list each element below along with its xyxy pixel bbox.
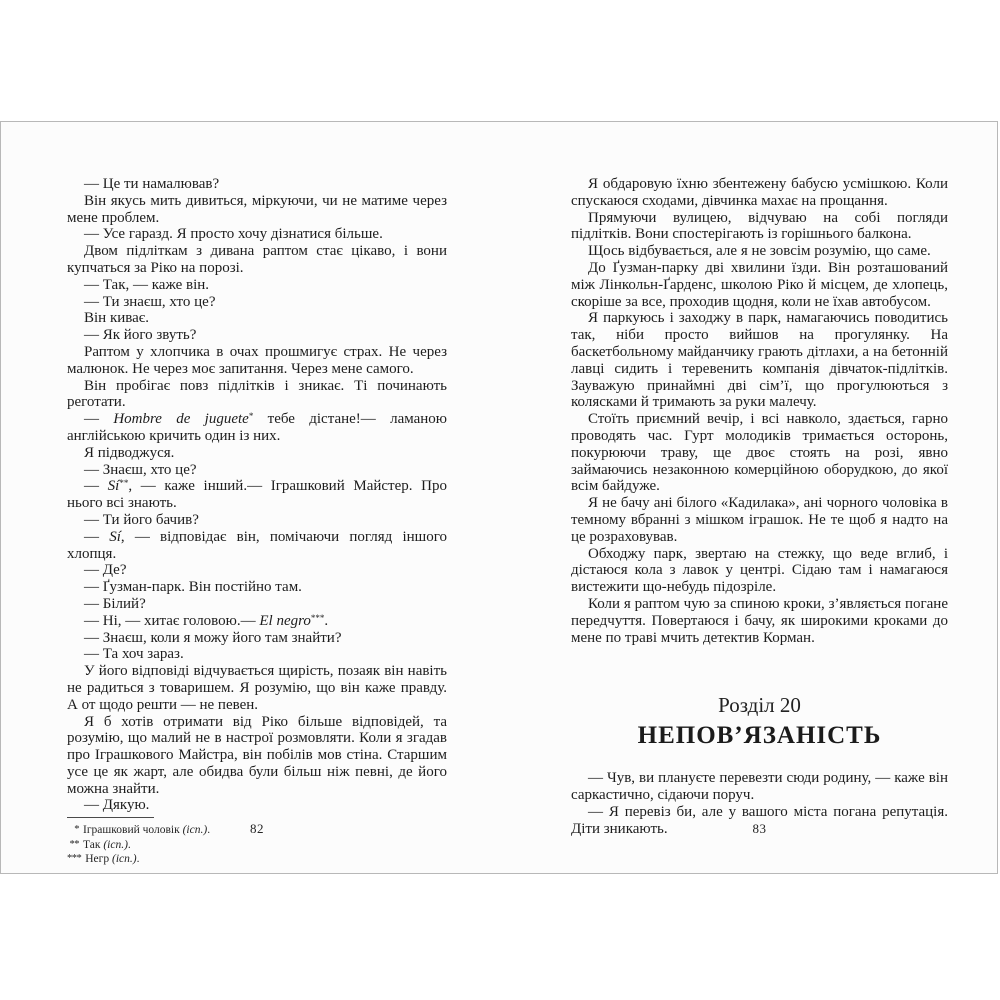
text-segment: — Ти його бачив? [84, 511, 199, 528]
chapter-heading [571, 693, 948, 751]
text-segment: Стоїть приємний вечір, і всі навколо, здається, гарно проводять час. Гурт молодиків тримається осторонь, покурюючи траву, ще двоє стоять на розі, явно займаючись незаконною комерційною оборудкою, до якої всім байдуже. [571, 411, 948, 495]
paragraph [67, 378, 447, 412]
text-segment: Двом підліткам з дивана раптом стає цікаво, і вони купчаться за Ріко на порозі. [67, 243, 447, 276]
paragraph [67, 226, 447, 243]
text-segment: (ісп.) [103, 838, 128, 851]
paragraph [67, 613, 447, 630]
paragraph [571, 260, 948, 310]
left-page-column [67, 176, 447, 867]
text-segment: — Так, — каже він. [84, 276, 210, 293]
chapter-title: НЕПОВ’ЯЗАНІСТЬ [637, 722, 882, 750]
paragraph [67, 714, 447, 798]
text-segment: Коли я раптом чую за спиною кроки, з’являється погане передчуття. Повертаюся і бачу, як широкими кроками до мене по траві мчить детектив Корман. [571, 595, 948, 646]
text-segment: — Де? [84, 562, 127, 579]
text-segment: — [84, 411, 114, 428]
paragraph [67, 462, 447, 479]
text-segment: тебе дістане!— ламаною англійською кричить один із них. [67, 411, 448, 444]
text-segment: . [127, 838, 131, 851]
right-page-body-before-heading [571, 176, 948, 646]
footnote-marker: *** [67, 853, 82, 865]
text-segment: Я паркуюсь і заходжу в парк, намагаючись поводитись так, ніби просто вийшов на прогулянку. На баскетбольному майданчику грають дітлахи, а на бетонній лавці сидить і теревенить компанія дівчаток-підлітків. Зауважую принаймні дві сім’ї, що прогулюються з колясками й тримають за руки малечу. [571, 310, 948, 411]
text-segment: Sí [109, 528, 121, 545]
text-segment: Іграшковий чоловік [83, 824, 183, 837]
text-segment: До Ґузман-парку дві хвилини їзди. Він розташований між Лінкольн-Ґарденс, школою Ріко й місцем, де хлопець, скоріше за все, проходив щодня, коли не їхав автобусом. [571, 259, 948, 310]
footnote-text [85, 852, 447, 867]
page-number-left: 82 [250, 821, 264, 836]
footnote [67, 838, 447, 853]
paragraph [571, 310, 948, 411]
text-segment: Він киває. [84, 310, 149, 327]
paragraph [67, 277, 447, 294]
right-page-column [571, 176, 948, 838]
paragraph [67, 797, 447, 814]
text-segment: Негр [85, 853, 113, 866]
text-segment: Я не бачу ані білого «Кадилака», ані чорного чоловіка в темному вбранні з мішком іграшок. Не те щоб я надто на це розраховував. [571, 495, 948, 545]
text-segment: — Та хоч зараз. [84, 646, 184, 663]
footnote-marker: * [74, 824, 79, 836]
text-segment: — [84, 528, 110, 545]
text-segment: Так [83, 838, 104, 851]
chapter-kicker: Розділ 20 [718, 693, 801, 718]
paragraph [571, 770, 948, 804]
text-segment: У його відповіді відчувається щирість, позаяк він навіть не радиться з товаришем. Я розумію, що він каже правду. А от щодо решти — не певен. [67, 663, 447, 713]
paragraph [67, 243, 447, 277]
text-segment: — Ґузман-парк. Він постійно там. [84, 579, 302, 596]
page-number-right: 83 [752, 821, 767, 836]
text-segment: Прямуючи вулицею, відчуваю на собі погляди підлітків. Вони спостерігають із горішнього балкона. [571, 209, 948, 243]
text-segment: . [136, 853, 140, 866]
text-segment: — Це ти намалював? [84, 176, 220, 192]
paragraph [67, 445, 447, 462]
paragraph [67, 478, 447, 512]
text-segment: — Чув, ви плануєте перевезти сюди родину, — каже він саркастично, сідаючи поруч. [571, 770, 948, 804]
text-segment: Обходжу парк, звертаю на стежку, що веде вглиб, і дістаюся кола з лавок у центрі. Сідаю там і намагаюся вистежити що-небудь підозріле. [571, 545, 948, 596]
text-segment: Він якусь мить дивиться, міркуючи, чи не матиме через мене проблем. [67, 192, 447, 226]
paragraph [571, 546, 948, 596]
text-segment: (ісп.) [182, 824, 208, 837]
paragraph [571, 210, 948, 244]
paragraph [67, 663, 447, 713]
paragraph [67, 630, 447, 647]
text-segment: — Ні, — хитає головою.— [84, 612, 260, 629]
text-segment: — Білий? [84, 595, 146, 612]
paragraph [67, 562, 447, 579]
footnote-marker: ** [69, 838, 79, 850]
paragraph [571, 411, 948, 495]
text-segment: Він пробігає повз підлітків і зникає. Ті починають реготати. [67, 377, 447, 411]
left-page-body [67, 176, 447, 814]
text-segment: Sí [107, 478, 120, 495]
text-segment: , — каже інший.— Іграшковий Майстер. Про нього всі знають. [67, 478, 447, 512]
text-segment: . [324, 612, 329, 629]
text-segment: Щось відбувається, але я не зовсім розумію, що саме. [588, 243, 931, 260]
text-segment: . [207, 824, 211, 837]
footnote-reference-marker: *** [310, 612, 325, 623]
paragraph [67, 529, 447, 563]
text-segment: — Дякую. [84, 797, 150, 814]
text-segment: — [84, 478, 108, 495]
paragraph [67, 327, 447, 344]
paragraph [67, 646, 447, 663]
text-segment: El negro [259, 612, 311, 629]
text-segment: Я б хотів отримати від Ріко більше відповідей, та розумію, що малий не в настрої розмовляти. Коли я згадав про Іграшкового Майстра, він побілів мов стіна. Старшим усе це як жарт, але обидва були більш ніж певні, де його можна знайти. [67, 713, 447, 797]
paragraph [67, 344, 447, 378]
text-segment: Hombre de juguete [113, 411, 249, 428]
paragraph [67, 512, 447, 529]
footnote-text [83, 838, 447, 853]
text-segment: — Я перевіз би, але у вашого міста погана репутація. Діти зникають. [571, 803, 948, 837]
text-segment: (ісп.) [112, 853, 137, 866]
text-segment: — Ти знаєш, хто це? [84, 293, 216, 310]
paragraph [67, 579, 447, 596]
paragraph [67, 176, 447, 193]
footnote-reference-marker: * [248, 411, 254, 422]
text-segment: , — відповідає він, помічаючи погляд іншого хлопця. [67, 528, 447, 562]
text-segment: Раптом у хлопчика в очах прошмигує страх. Не через малюнок. Не через моє запитання. Через мене самого. [67, 343, 447, 377]
paragraph [571, 176, 948, 210]
text-segment: — Знаєш, коли я можу його там знайти? [84, 629, 342, 646]
footnote-reference-marker: ** [119, 478, 129, 489]
text-segment: Я підводжуся. [84, 444, 175, 461]
paragraph [67, 294, 447, 311]
footnote [67, 852, 447, 867]
paragraph [571, 495, 948, 545]
text-segment: — Як його звуть? [84, 327, 197, 344]
text-segment: — Усе гаразд. Я просто хочу дізнатися більше. [84, 226, 383, 243]
paragraph [67, 193, 447, 227]
paragraph [571, 243, 948, 260]
footnote-rule [67, 817, 154, 818]
paragraph [67, 596, 447, 613]
paragraph [571, 596, 948, 646]
book-spread [0, 121, 998, 874]
text-segment: Я обдаровую їхню збентежену бабусю усмішкою. Коли спускаюся сходами, дівчинка махає на прощання. [571, 176, 948, 209]
paragraph [67, 411, 447, 445]
text-segment: — Знаєш, хто це? [84, 461, 197, 478]
paragraph [67, 310, 447, 327]
